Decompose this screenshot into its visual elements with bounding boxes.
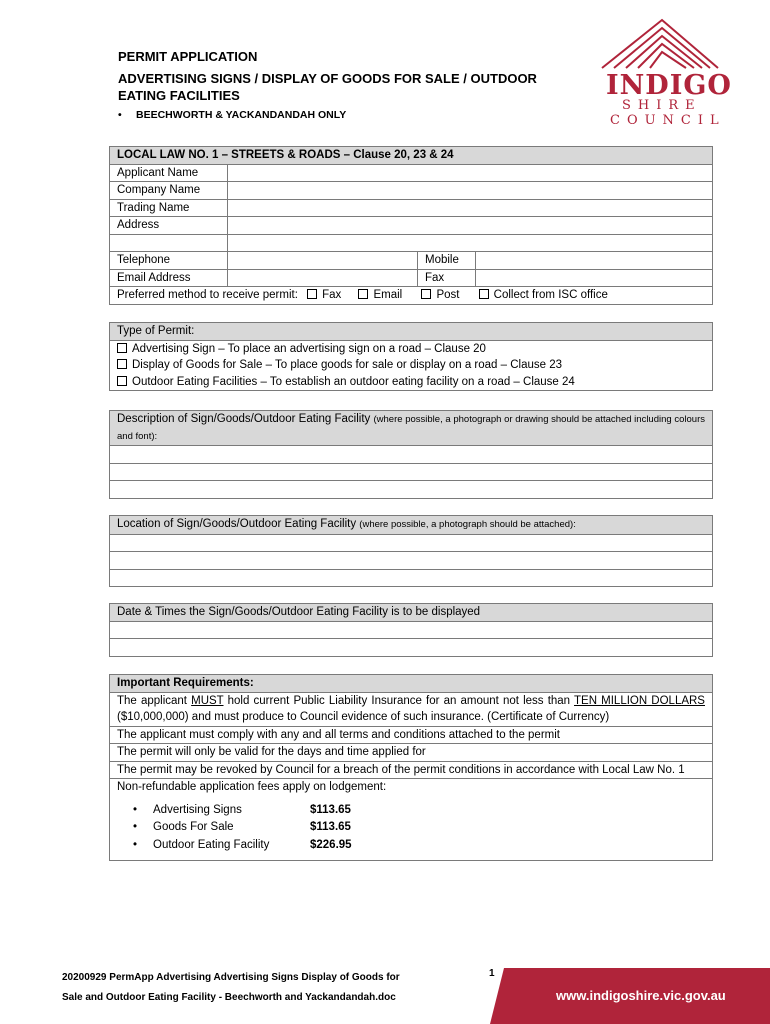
section-heading: Description of Sign/Goods/Outdoor Eating Facility (where possible, a photograph or drawing should be attached including colours and font): bbox=[110, 411, 713, 446]
website-url[interactable]: www.indigoshire.vic.gov.au bbox=[556, 988, 726, 1003]
mobile-field[interactable] bbox=[476, 252, 713, 270]
requirements-table bbox=[109, 674, 713, 861]
field-label: Address bbox=[110, 217, 228, 235]
field-label: Fax bbox=[418, 269, 476, 287]
description-table bbox=[109, 410, 713, 499]
footer-filename: 20200929 PermApp Advertising Advertising Signs Display of Goods for Sale and Outdoor Eating Facility - Beechworth and Yackandandah.doc bbox=[62, 972, 400, 1003]
description-line[interactable] bbox=[110, 446, 713, 464]
email-field[interactable] bbox=[228, 269, 418, 287]
requirement-insurance: The applicant MUST hold current Public Liability Insurance for an amount not less than TEN MILLION DOLLARS ($10,000,000) and must produce to Council evidence of such insurance. (Certificate of Currency) bbox=[110, 692, 713, 726]
section-heading: LOCAL LAW NO. 1 – STREETS & ROADS – Clause 20, 23 & 24 bbox=[110, 147, 713, 165]
list-item: • Goods For Sale $113.65 bbox=[133, 821, 351, 833]
page-title: PERMIT APPLICATION bbox=[118, 49, 258, 64]
address-field[interactable] bbox=[228, 217, 713, 235]
list-item: • Advertising Signs $113.65 bbox=[133, 803, 351, 816]
page-number: 1 bbox=[489, 968, 495, 979]
requirement-fees: Non-refundable application fees apply on lodgement: • Advertising Signs $113.65 • Goods For Sale $113.65 • Outdoor Eating Facility $226.95 bbox=[110, 779, 713, 861]
fees-list bbox=[117, 802, 705, 855]
page-subtitle: ADVERTISING SIGNS / DISPLAY OF GOODS FOR SALE / OUTDOOR bbox=[118, 71, 537, 86]
field-label: Trading Name bbox=[110, 199, 228, 217]
dates-line[interactable] bbox=[110, 639, 713, 657]
field-label: Mobile bbox=[418, 252, 476, 270]
requirement-revoke: The permit may be revoked by Council for a breach of the permit conditions in accordance with Local Law No. 1 bbox=[110, 761, 713, 779]
dates-table bbox=[109, 603, 713, 657]
fax-checkbox[interactable] bbox=[307, 289, 317, 299]
council-logo: INDIGO SHIRE COUNCIL bbox=[600, 18, 720, 128]
post-checkbox[interactable] bbox=[421, 289, 431, 299]
field-label: Email Address bbox=[110, 269, 228, 287]
section-heading: Important Requirements: bbox=[110, 675, 713, 693]
field-label: Company Name bbox=[110, 182, 228, 200]
dates-line[interactable] bbox=[110, 621, 713, 639]
scope-bullet: • BEECHWORTH & YACKANDANDAH ONLY bbox=[118, 109, 347, 121]
section-heading: Date & Times the Sign/Goods/Outdoor Eating Facility is to be displayed bbox=[110, 604, 713, 622]
bullet-icon: • bbox=[118, 109, 122, 121]
applicant-name-field[interactable] bbox=[228, 164, 713, 182]
collect-checkbox[interactable] bbox=[479, 289, 489, 299]
page-subtitle-cont: EATING FACILITIES bbox=[118, 88, 240, 103]
preferred-method-row: Preferred method to receive permit: Fax Email Post Collect from ISC office bbox=[110, 287, 713, 305]
goods-for-sale-checkbox[interactable] bbox=[117, 359, 127, 369]
outdoor-eating-checkbox[interactable] bbox=[117, 376, 127, 386]
trading-name-field[interactable] bbox=[228, 199, 713, 217]
description-line[interactable] bbox=[110, 463, 713, 481]
field-label: Applicant Name bbox=[110, 164, 228, 182]
location-line[interactable] bbox=[110, 534, 713, 552]
field-label: Telephone bbox=[110, 252, 228, 270]
requirement-terms: The applicant must comply with any and all terms and conditions attached to the permit bbox=[110, 726, 713, 744]
section-heading: Type of Permit: bbox=[110, 323, 713, 341]
company-name-field[interactable] bbox=[228, 182, 713, 200]
location-line[interactable] bbox=[110, 552, 713, 570]
address-field-2[interactable] bbox=[228, 234, 713, 252]
roof-icon bbox=[600, 18, 720, 78]
requirement-validity: The permit will only be valid for the days and time applied for bbox=[110, 744, 713, 762]
section-heading: Location of Sign/Goods/Outdoor Eating Facility (where possible, a photograph should be attached): bbox=[110, 516, 713, 535]
email-checkbox[interactable] bbox=[358, 289, 368, 299]
description-line[interactable] bbox=[110, 481, 713, 499]
advertising-sign-checkbox[interactable] bbox=[117, 343, 127, 353]
permit-type-table: Type of Permit: Advertising Sign – To place an advertising sign on a road – Clause 20 Display of Goods for Sale – To place goods for sale or display on a road – Clause 23 Outdoor Eating Facilities – To establish an outdoor eating facility on a road – Clause 24 bbox=[109, 322, 713, 391]
location-line[interactable] bbox=[110, 569, 713, 587]
applicant-details-table bbox=[109, 146, 713, 305]
location-table bbox=[109, 515, 713, 587]
fax-field[interactable] bbox=[476, 269, 713, 287]
address-label-cont bbox=[110, 234, 228, 252]
list-item: • Outdoor Eating Facility $226.95 bbox=[133, 838, 352, 851]
telephone-field[interactable] bbox=[228, 252, 418, 270]
